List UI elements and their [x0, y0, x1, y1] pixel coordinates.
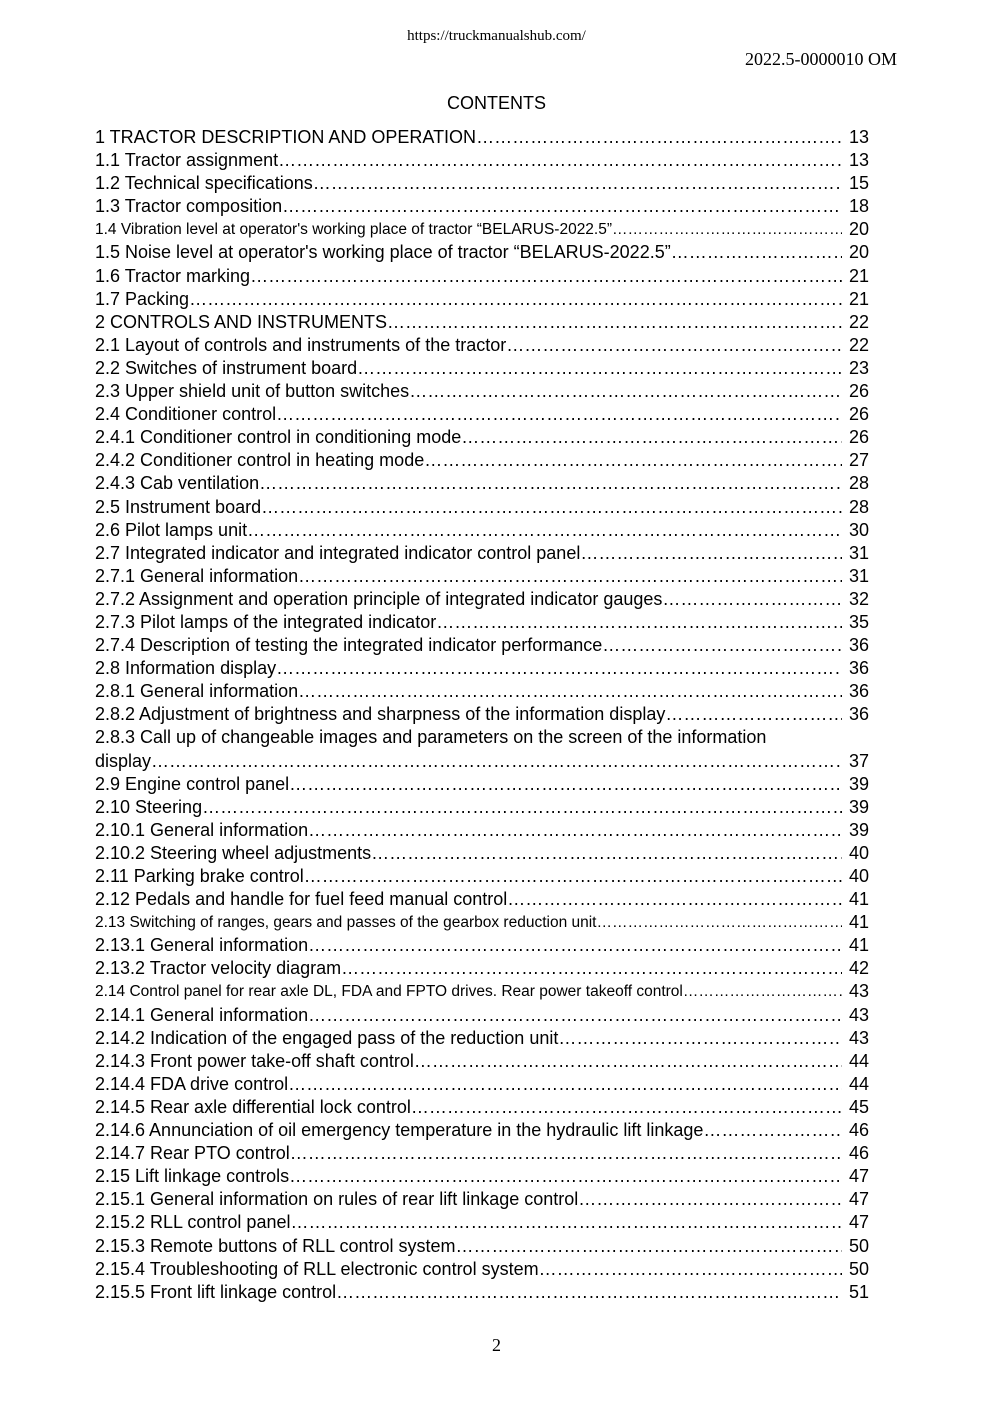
toc-entry-page: 21	[848, 288, 869, 309]
toc-entry-page: 22	[848, 334, 869, 355]
toc-entry-page: 20	[848, 219, 869, 240]
toc-leader-dots	[289, 1165, 842, 1188]
toc-entry-title: 2.14.5 Rear axle differential lock control	[95, 1096, 411, 1117]
toc-leader-dots	[476, 126, 842, 149]
toc-entry-page: 36	[848, 704, 869, 725]
toc-entry[interactable]	[95, 1004, 869, 1027]
toc-entry-title: 2.4.2 Conditioner control in heating mode	[95, 450, 425, 471]
toc-entry-title: 2.7.1 General information	[95, 565, 299, 586]
toc-entry-page: 44	[848, 1073, 869, 1094]
toc-entry[interactable]	[95, 241, 869, 264]
toc-entry-title: 2.6 Pilot lamps unit	[95, 519, 248, 540]
toc-entry[interactable]	[95, 1211, 869, 1234]
toc-entry[interactable]	[95, 380, 869, 403]
toc-entry-title: 1.6 Tractor marking	[95, 265, 251, 286]
toc-entry-page: 35	[848, 611, 869, 632]
toc-leader-dots	[247, 519, 842, 542]
toc-leader-dots	[288, 1073, 842, 1096]
toc-entry-title: 2.10.2 Steering wheel adjustments	[95, 842, 372, 863]
toc-entry[interactable]	[95, 611, 869, 634]
toc-entry-page: 39	[848, 773, 869, 794]
toc-entry[interactable]	[95, 680, 869, 703]
toc-entry[interactable]	[95, 934, 869, 957]
toc-entry-page: 26	[848, 404, 869, 425]
toc-leader-dots	[414, 1050, 842, 1073]
toc-leader-dots	[539, 1258, 842, 1281]
toc-leader-dots	[298, 565, 842, 588]
toc-leader-dots	[304, 865, 842, 888]
toc-entry-title: 2.15.4 Troubleshooting of RLL electronic control system	[95, 1258, 539, 1279]
toc-leader-dots	[580, 542, 842, 565]
toc-entry-title: 2.3 Upper shield unit of button switches	[95, 381, 410, 402]
toc-leader-dots	[602, 634, 842, 657]
toc-entry-page: 44	[848, 1050, 869, 1071]
toc-leader-dots	[507, 888, 842, 911]
toc-entry-page: 42	[848, 958, 869, 979]
toc-leader-dots	[313, 172, 842, 195]
toc-entry-page: 32	[848, 588, 869, 609]
toc-entry-title: 2.8.1 General information	[95, 681, 299, 702]
toc-leader-dots	[298, 680, 842, 703]
toc-entry-page: 40	[848, 842, 869, 863]
toc-entry-title: 2.15.1 General information on rules of rear lift linkage control	[95, 1189, 579, 1210]
toc-entry-title: 2.14.1 General information	[95, 1004, 309, 1025]
toc-entry-title: 2.7 Integrated indicator and integrated indicator control panel	[95, 542, 581, 563]
toc-leader-dots	[151, 750, 842, 773]
toc-leader-dots	[259, 472, 842, 495]
toc-entry-page: 26	[848, 381, 869, 402]
toc-entry-title: 1.5 Noise level at operator's working place of tractor “BELARUS-2022.5”	[95, 242, 671, 263]
toc-entry[interactable]	[95, 1142, 869, 1165]
toc-entry-page: 50	[848, 1235, 869, 1256]
toc-entry-page: 36	[848, 635, 869, 656]
toc-entry-page: 50	[848, 1258, 869, 1279]
toc-entry-title: 1.1 Tractor assignment	[95, 150, 279, 171]
toc-entry[interactable]	[95, 403, 869, 426]
toc-entry[interactable]	[95, 634, 869, 657]
toc-leader-dots	[290, 1211, 842, 1234]
toc-entry-page: 22	[848, 311, 869, 332]
toc-entry-title: 2 CONTROLS AND INSTRUMENTS	[95, 311, 388, 332]
toc-entry-page: 39	[848, 819, 869, 840]
toc-entry[interactable]	[95, 773, 869, 796]
toc-entry-title: 2.13.1 General information	[95, 935, 309, 956]
toc-entry-title: 2.7.4 Description of testing the integrated indicator performance	[95, 635, 603, 656]
toc-entry-page: 47	[848, 1166, 869, 1187]
toc-entry-title: 1.4 Vibration level at operator's working place of tractor “BELARUS-2022.5”	[95, 221, 613, 239]
toc-leader-dots	[261, 496, 842, 519]
toc-entry-page: 41	[848, 889, 869, 910]
table-of-contents	[95, 126, 869, 1304]
toc-entry-title: 2.15.5 Front lift linkage control	[95, 1281, 337, 1302]
toc-entry[interactable]	[95, 172, 869, 195]
toc-entry[interactable]	[95, 1050, 869, 1073]
toc-entry-title: 2.14 Control panel for rear axle DL, FDA and FPTO drives. Rear power takeoff control	[95, 983, 683, 1001]
toc-leader-dots	[282, 195, 842, 218]
toc-entry-page: 30	[848, 519, 869, 540]
toc-entry[interactable]	[95, 357, 869, 380]
toc-leader-dots	[250, 265, 842, 288]
toc-entry[interactable]	[95, 218, 869, 241]
toc-entry-title: 1.2 Technical specifications	[95, 173, 313, 194]
toc-entry-page: 45	[848, 1096, 869, 1117]
toc-entry-page: 39	[848, 796, 869, 817]
toc-leader-dots	[371, 842, 842, 865]
toc-leader-dots	[409, 380, 842, 403]
toc-entry[interactable]	[95, 726, 869, 772]
toc-entry-page: 26	[848, 427, 869, 448]
toc-entry[interactable]	[95, 449, 869, 472]
toc-entry[interactable]	[95, 288, 869, 311]
toc-leader-dots	[278, 149, 842, 172]
toc-entry-title: 1 TRACTOR DESCRIPTION AND OPERATION	[95, 127, 477, 147]
toc-entry-title: 2.13.2 Tractor velocity diagram	[95, 958, 342, 979]
toc-leader-dots	[436, 611, 842, 634]
toc-leader-dots	[357, 357, 842, 380]
toc-entry-title: 2.9 Engine control panel	[95, 773, 290, 794]
toc-entry-page: 43	[848, 1004, 869, 1025]
toc-leader-dots	[703, 1119, 842, 1142]
toc-leader-dots	[424, 449, 842, 472]
toc-leader-dots	[662, 588, 842, 611]
toc-entry-page: 31	[848, 542, 869, 563]
toc-entry-page: 18	[848, 196, 869, 217]
toc-leader-dots	[341, 957, 842, 980]
toc-entry-title: 2.13 Switching of ranges, gears and passes of the gearbox reduction unit	[95, 914, 597, 932]
toc-entry-page: 47	[848, 1212, 869, 1233]
toc-entry-title: 2.10 Steering	[95, 796, 203, 817]
toc-entry-title: 1.7 Packing	[95, 288, 190, 309]
toc-leader-dots	[308, 819, 842, 842]
toc-leader-dots	[276, 657, 842, 680]
toc-leader-dots	[308, 1004, 842, 1027]
toc-leader-dots	[665, 703, 842, 726]
toc-leader-dots	[612, 218, 842, 241]
toc-entry[interactable]	[95, 1281, 869, 1304]
toc-leader-dots	[308, 934, 842, 957]
toc-entry[interactable]	[95, 957, 869, 980]
toc-entry[interactable]	[95, 195, 869, 218]
toc-entry[interactable]	[95, 796, 869, 819]
toc-entry[interactable]	[95, 1165, 869, 1188]
toc-entry-title: 2.14.6 Annunciation of oil emergency temperature in the hydraulic lift linkage	[95, 1120, 704, 1141]
toc-entry[interactable]	[95, 703, 869, 726]
toc-leader-dots	[578, 1188, 842, 1211]
toc-entry-page: 41	[848, 912, 869, 933]
toc-entry-page: 51	[848, 1281, 869, 1302]
toc-entry[interactable]	[95, 980, 869, 1003]
toc-entry-page: 28	[848, 473, 869, 494]
toc-leader-dots	[276, 403, 842, 426]
toc-leader-dots	[411, 1096, 842, 1119]
toc-entry-title: 2.2 Switches of instrument board	[95, 357, 358, 378]
toc-entry-title: 2.7.2 Assignment and operation principle of integrated indicator gauges	[95, 588, 663, 609]
toc-entry[interactable]	[95, 126, 869, 149]
toc-entry-title: 2.4.3 Cab ventilation	[95, 473, 260, 494]
toc-entry[interactable]	[95, 842, 869, 865]
toc-entry[interactable]	[95, 1073, 869, 1096]
toc-entry-title: 2.7.3 Pilot lamps of the integrated indicator	[95, 611, 437, 632]
toc-entry-page: 36	[848, 681, 869, 702]
toc-entry[interactable]	[95, 657, 869, 680]
toc-entry[interactable]	[95, 565, 869, 588]
toc-entry-title: 2.8.2 Adjustment of brightness and sharpness of the information display	[95, 704, 666, 725]
toc-entry-title: 2.15.2 RLL control panel	[95, 1212, 291, 1233]
toc-leader-dots	[456, 1235, 842, 1258]
contents-title: CONTENTS	[447, 93, 546, 113]
document-number: 2022.5-0000010 OM	[745, 49, 897, 69]
toc-leader-dots	[558, 1027, 842, 1050]
toc-leader-dots	[671, 241, 842, 264]
toc-entry[interactable]	[95, 865, 869, 888]
toc-entry-title: 2.14.4 FDA drive control	[95, 1073, 289, 1094]
toc-entry[interactable]	[95, 819, 869, 842]
toc-leader-dots	[683, 980, 842, 1003]
toc-entry[interactable]	[95, 496, 869, 519]
toc-entry[interactable]	[95, 1119, 869, 1142]
toc-entry[interactable]	[95, 472, 869, 495]
toc-entry-page: 37	[848, 750, 869, 771]
toc-entry-page: 13	[848, 127, 869, 147]
toc-entry-page: 36	[848, 658, 869, 679]
toc-entry-page: 20	[848, 242, 869, 263]
toc-entry-page: 13	[848, 150, 869, 171]
toc-entry-page: 43	[848, 981, 869, 1002]
toc-entry[interactable]	[95, 542, 869, 565]
toc-leader-dots	[597, 911, 843, 934]
toc-entry-page: 47	[848, 1189, 869, 1210]
toc-entry-page: 28	[848, 496, 869, 517]
toc-entry-title: 1.3 Tractor composition	[95, 196, 283, 217]
toc-entry[interactable]	[95, 1235, 869, 1258]
toc-leader-dots	[387, 311, 842, 334]
toc-leader-dots	[336, 1281, 842, 1304]
toc-entry-title: 2.14.7 Rear PTO control	[95, 1143, 290, 1164]
toc-entry-title: 2.4 Conditioner control	[95, 404, 277, 425]
toc-entry[interactable]	[95, 426, 869, 449]
toc-leader-dots	[290, 1142, 842, 1165]
toc-entry-title: 2.14.3 Front power take-off shaft control	[95, 1050, 414, 1071]
toc-entry[interactable]	[95, 311, 869, 334]
toc-entry-page: 21	[848, 265, 869, 286]
toc-leader-dots	[289, 773, 842, 796]
toc-leader-dots	[461, 426, 842, 449]
toc-entry-page: 41	[848, 935, 869, 956]
toc-entry[interactable]	[95, 911, 869, 934]
toc-entry-page: 43	[848, 1027, 869, 1048]
toc-entry-page: 46	[848, 1120, 869, 1141]
toc-entry-title: 2.8 Information display	[95, 658, 277, 679]
toc-entry[interactable]	[95, 265, 869, 288]
page-number: 2	[492, 1335, 501, 1355]
toc-entry-page: 27	[848, 450, 869, 471]
toc-entry-title: 2.4.1 Conditioner control in conditioning mode	[95, 427, 462, 448]
toc-leader-dots	[506, 334, 842, 357]
toc-entry[interactable]	[95, 1027, 869, 1050]
toc-entry-page: 46	[848, 1143, 869, 1164]
toc-entry[interactable]	[95, 149, 869, 172]
toc-entry[interactable]	[95, 334, 869, 357]
header-url: https://truckmanualshub.com/	[407, 28, 586, 44]
toc-leader-dots	[202, 796, 842, 819]
toc-entry-page: 31	[848, 565, 869, 586]
toc-entry-title: 2.14.2 Indication of the engaged pass of the reduction unit	[95, 1027, 559, 1048]
toc-entry-page: 15	[848, 173, 869, 194]
toc-entry-title: 2.12 Pedals and handle for fuel feed manual control	[95, 889, 508, 910]
toc-entry-page: 40	[848, 866, 869, 886]
toc-entry[interactable]	[95, 1096, 869, 1119]
toc-entry[interactable]	[95, 1188, 869, 1211]
toc-entry-title: 2.15.3 Remote buttons of RLL control system	[95, 1235, 456, 1256]
toc-leader-dots	[189, 288, 842, 311]
toc-entry-title: 2.8.3 Call up of changeable images and parameters on the screen of the information	[95, 727, 767, 748]
toc-entry-page: 23	[848, 357, 869, 378]
toc-entry-title: 2.15 Lift linkage controls	[95, 1166, 290, 1187]
toc-entry-title: 2.1 Layout of controls and instruments of the tractor	[95, 334, 507, 355]
toc-entry[interactable]	[95, 588, 869, 611]
toc-entry-title: 2.5 Instrument board	[95, 496, 262, 517]
toc-entry[interactable]	[95, 1258, 869, 1281]
toc-entry-title: 2.11 Parking brake control	[95, 866, 304, 886]
toc-entry-title: 2.10.1 General information	[95, 819, 309, 840]
toc-entry[interactable]	[95, 888, 869, 911]
toc-entry-title-continued: display	[95, 750, 152, 771]
toc-entry[interactable]	[95, 519, 869, 542]
